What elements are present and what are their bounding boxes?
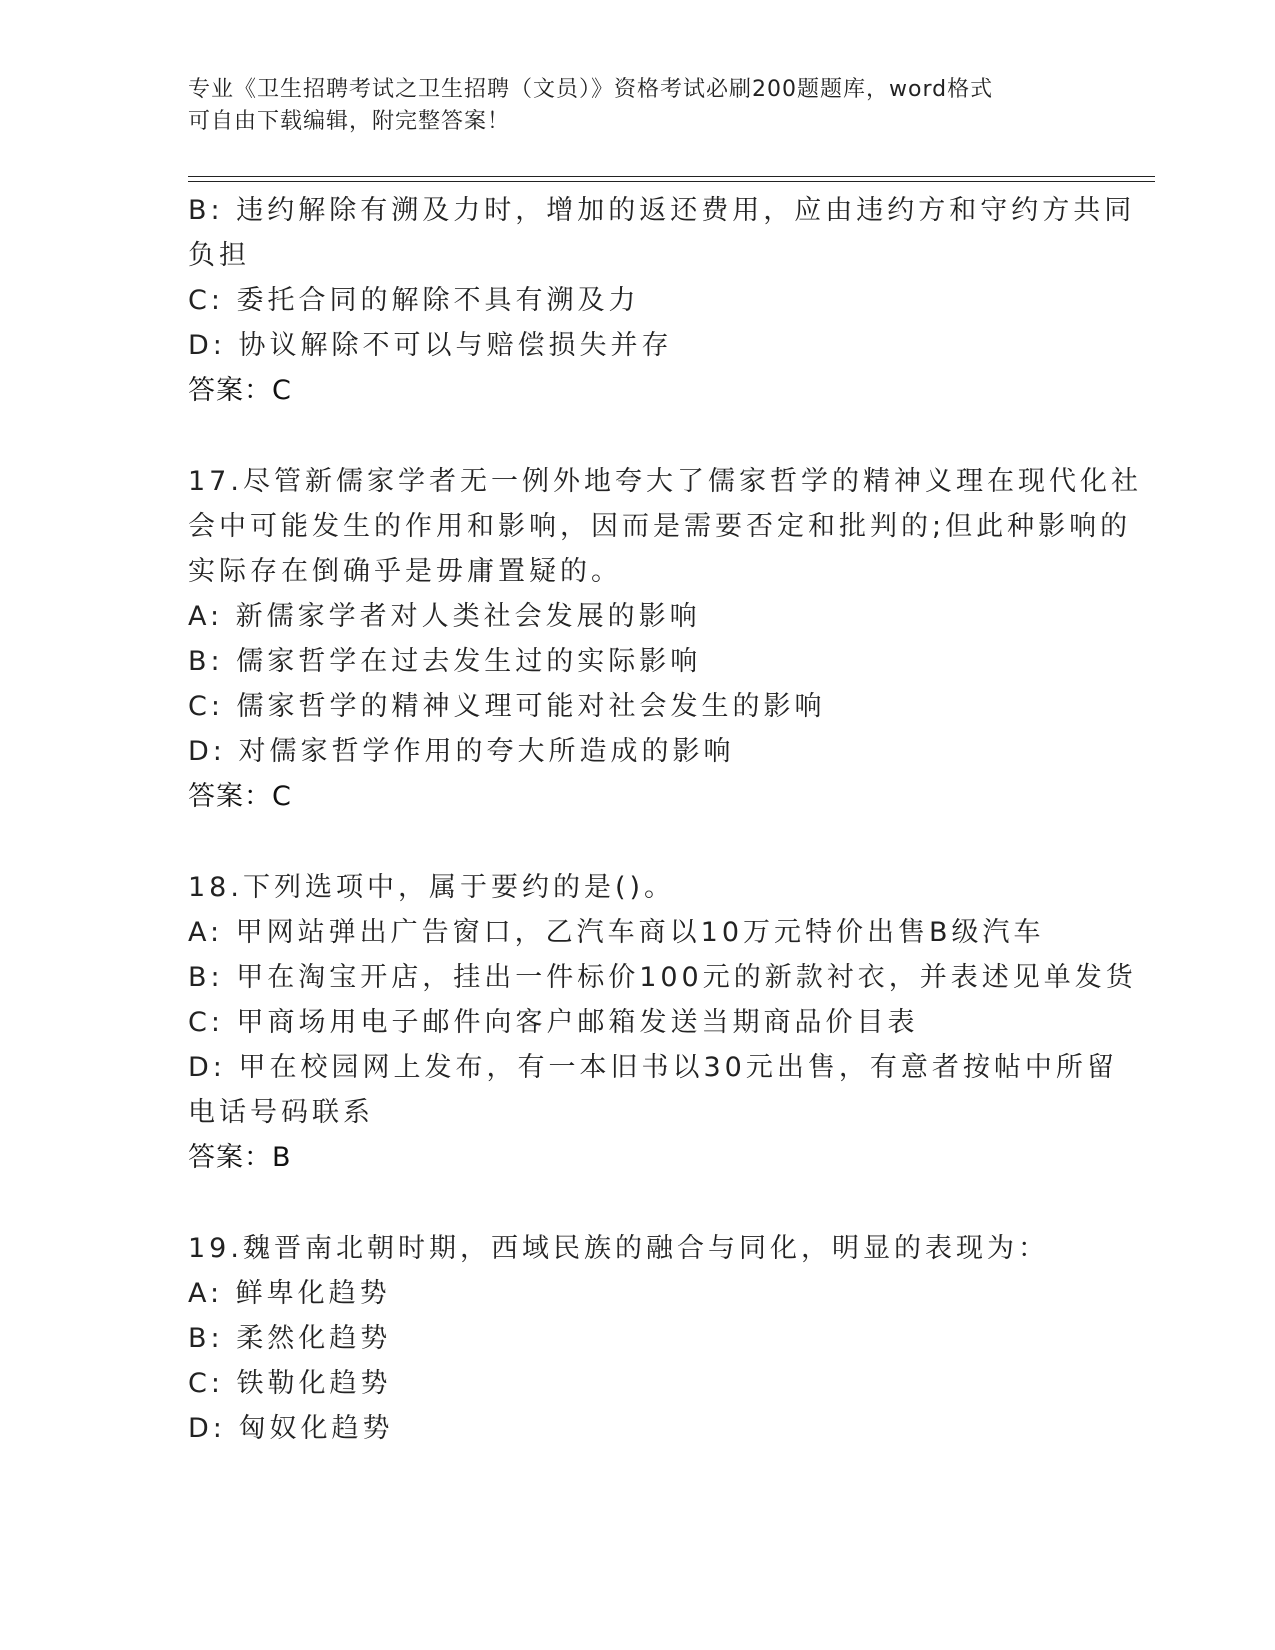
option-d: D: 协议解除不可以与赔偿损失并存 (188, 330, 673, 361)
header-title-line2: 可自由下载编辑，附完整答案！ (188, 109, 511, 134)
question-stem: 18.下列选项中，属于要约的是()。 (188, 872, 676, 903)
question-stem-line2: 会中可能发生的作用和影响，因而是需要否定和批判的;但此种影响的 (188, 511, 1132, 542)
option-d-line1: D: 甲在校园网上发布，有一本旧书以30元出售，有意者按帖中所留 (188, 1052, 1118, 1083)
option-a: A: 鲜卑化趋势 (188, 1278, 391, 1309)
header-title-line1: 专业《卫生招聘考试之卫生招聘（文员）》资格考试必刷200题题库，word格式 (188, 77, 994, 102)
answer-text: 答案：C (188, 375, 292, 406)
question-16-continued (188, 188, 1136, 413)
option-a: A: 新儒家学者对人类社会发展的影响 (188, 601, 701, 632)
option-b-line1: B: 违约解除有溯及力时，增加的返还费用，应由违约方和守约方共同 (188, 195, 1136, 226)
answer-text: 答案：C (188, 781, 292, 812)
question-list (188, 188, 1142, 1451)
page-header (188, 74, 1068, 138)
option-b: B: 甲在淘宝开店，挂出一件标价100元的新款衬衣，并表述见单发货 (188, 962, 1137, 993)
option-d: D: 匈奴化趋势 (188, 1413, 394, 1444)
option-c: C: 甲商场用电子邮件向客户邮箱发送当期商品价目表 (188, 1007, 919, 1038)
header-divider (188, 176, 1155, 182)
question-17 (188, 459, 1142, 819)
question-19 (188, 1226, 1088, 1451)
option-c: C: 儒家哲学的精神义理可能对社会发生的影响 (188, 691, 826, 722)
option-b-line2: 负担 (188, 240, 250, 271)
option-c: C: 铁勒化趋势 (188, 1368, 392, 1399)
option-a: A: 甲网站弹出广告窗口，乙汽车商以10万元特价出售B级汽车 (188, 917, 1045, 948)
answer-text: 答案：B (188, 1142, 292, 1173)
option-d: D: 对儒家哲学作用的夸大所造成的影响 (188, 736, 735, 767)
option-d-line2: 电话号码联系 (188, 1097, 374, 1128)
option-b: B: 儒家哲学在过去发生过的实际影响 (188, 646, 702, 677)
question-stem-line3: 实际存在倒确乎是毋庸置疑的。 (188, 556, 622, 587)
option-b: B: 柔然化趋势 (188, 1323, 392, 1354)
option-c: C: 委托合同的解除不具有溯及力 (188, 285, 640, 316)
question-18 (188, 865, 1137, 1180)
question-stem-line1: 17.尽管新儒家学者无一例外地夸大了儒家哲学的精神义理在现代化社 (188, 466, 1142, 497)
question-stem: 19.魏晋南北朝时期，西域民族的融合与同化，明显的表现为： (188, 1233, 1049, 1264)
